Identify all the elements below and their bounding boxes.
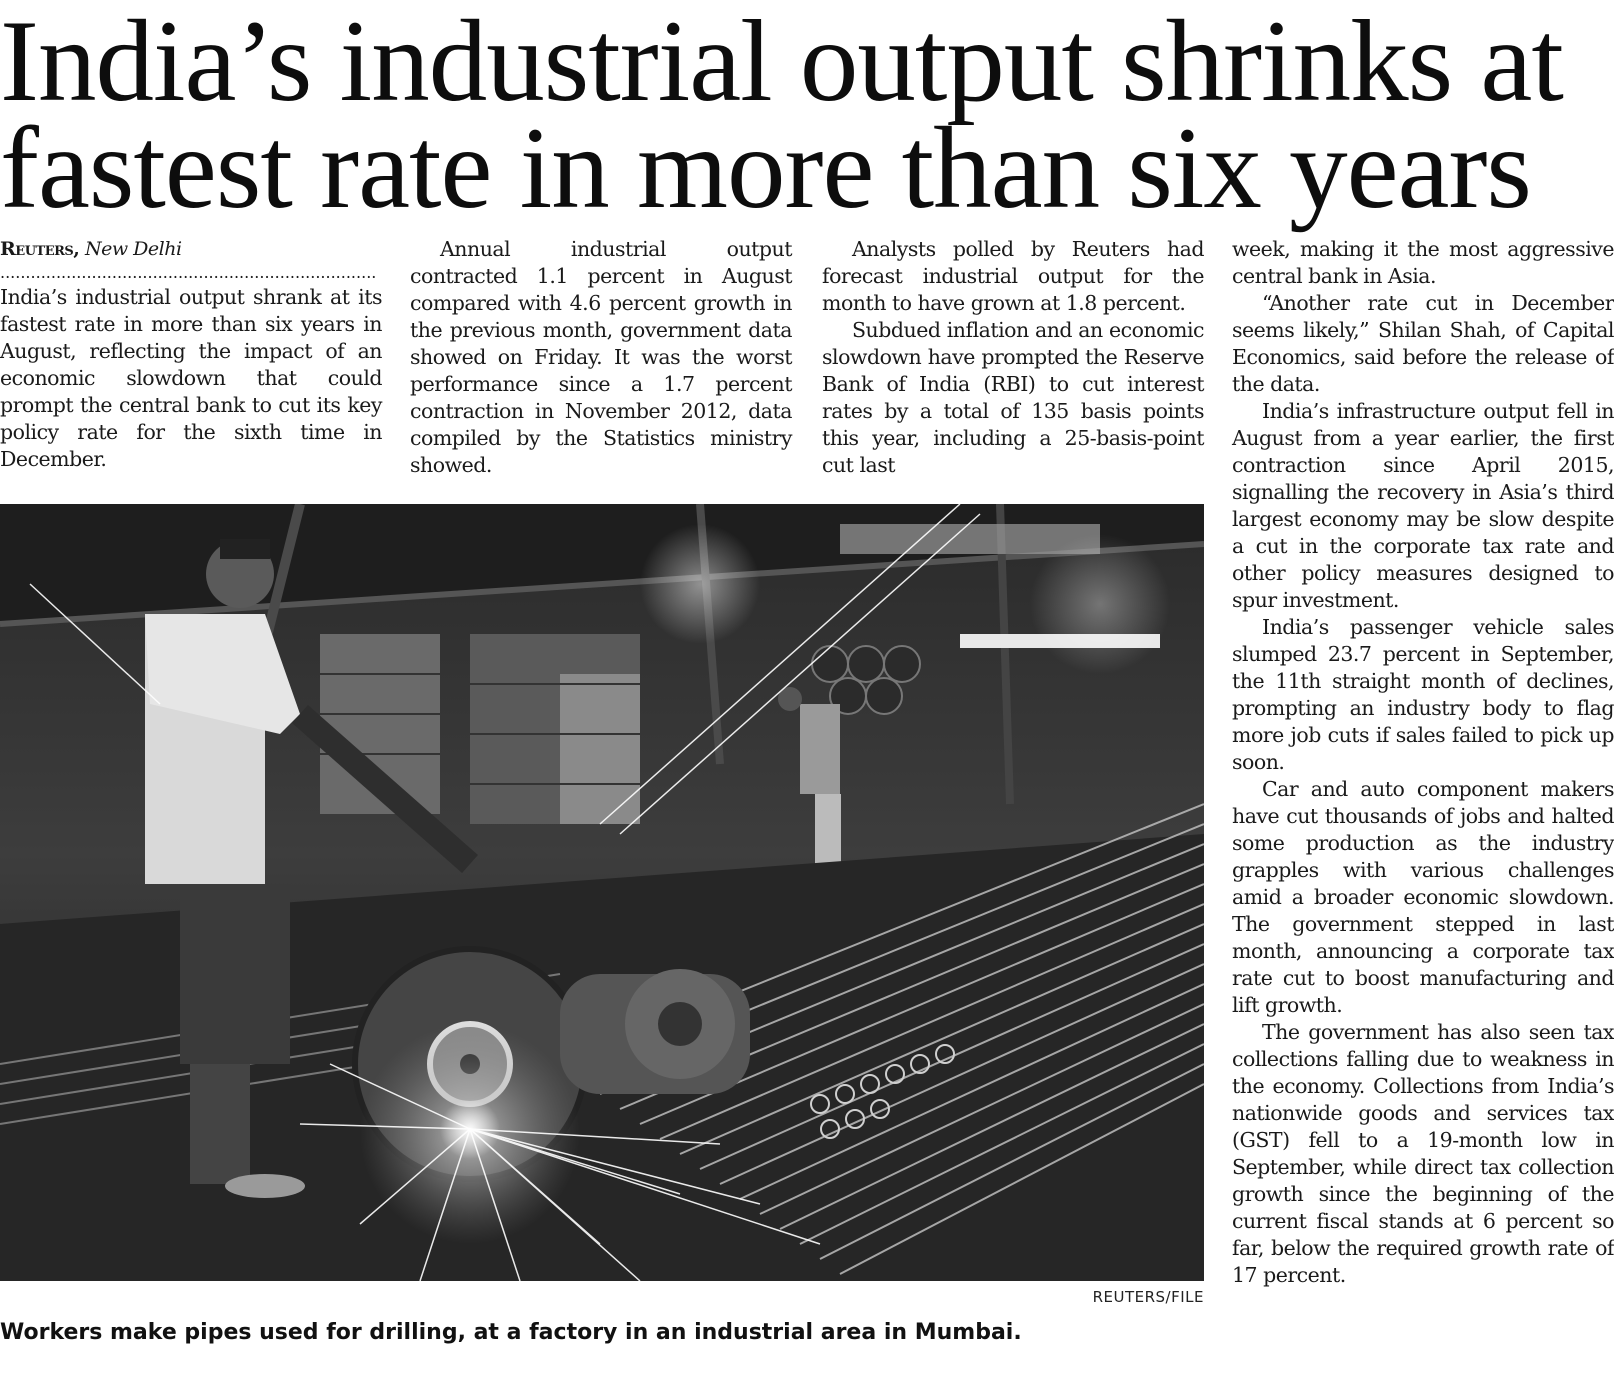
column-2	[410, 236, 792, 479]
byline	[0, 236, 382, 262]
column-4	[1232, 236, 1614, 1289]
paragraph: Car and auto component makers have cut thousands of jobs and halted some production as the industry grapples with various challenges amid a broader economic slowdown. The government stepped in last month, announcing a corporate tax rate cut to boost manufacturing and lift growth.	[1232, 777, 1614, 1017]
paragraph: week, making it the most aggressive central bank in Asia.	[1232, 237, 1614, 288]
column-1	[0, 236, 382, 473]
byline-separator: ..........................................................................	[0, 263, 377, 282]
byline-location: New Delhi	[84, 238, 182, 260]
photo-caption: Workers make pipes used for drilling, at a factory in an industrial area in Mumbai.	[0, 1320, 1022, 1345]
factory-photo	[0, 504, 1204, 1281]
byline-agency: Reuters,	[0, 238, 80, 260]
photo-credit: REUTERS/FILE	[1092, 1288, 1204, 1306]
paragraph: India’s industrial output shrank at its fastest rate in more than six years in August, reflecting the impact of an economic slowdown that could prompt the central bank to cut its key policy rate for the sixth time in December.	[0, 285, 382, 471]
paragraph: Annual industrial output contracted 1.1 percent in August compared with 4.6 percent growth in the previous month, government data showed on Friday. It was the worst performance since a 1.7 percent contraction in November 2012, data compiled by the Statistics ministry showed.	[410, 237, 792, 477]
paragraph: India’s infrastructure output fell in August from a year earlier, the first contraction since April 2015, signalling the recovery in Asia’s third largest economy may be slow despite a cut in the corporate tax rate and other policy measures designed to spur investment.	[1232, 399, 1614, 612]
paragraph: Analysts polled by Reuters had forecast industrial output for the month to have grown at 1.8 percent.	[822, 237, 1204, 315]
paragraph: “Another rate cut in December seems likely,” Shilan Shah, of Capital Economics, said before the release of the data.	[1232, 291, 1614, 396]
headline-line-1: India’s industrial output shrinks at	[0, 0, 1563, 126]
paragraph: The government has also seen tax collections falling due to weakness in the economy. Collections from India’s nationwide goods and services tax (GST) fell to a 19-month low in September, while direct tax collection growth since the beginning of the current fiscal stands at 6 percent so far, below the required growth rate of 17 percent.	[1232, 1020, 1614, 1287]
paragraph: Subdued inflation and an economic slowdown have prompted the Reserve Bank of India (RBI) to cut interest rates by a total of 135 basis points this year, including a 25-basis-point cut last	[822, 318, 1204, 477]
paragraph: India’s passenger vehicle sales slumped 23.7 percent in September, the 11th straight month of declines, prompting an industry body to flag more job cuts if sales failed to pick up soon.	[1232, 615, 1614, 774]
column-3	[822, 236, 1204, 479]
headline	[0, 0, 1610, 233]
headline-line-2: fastest rate in more than six years	[0, 104, 1531, 233]
